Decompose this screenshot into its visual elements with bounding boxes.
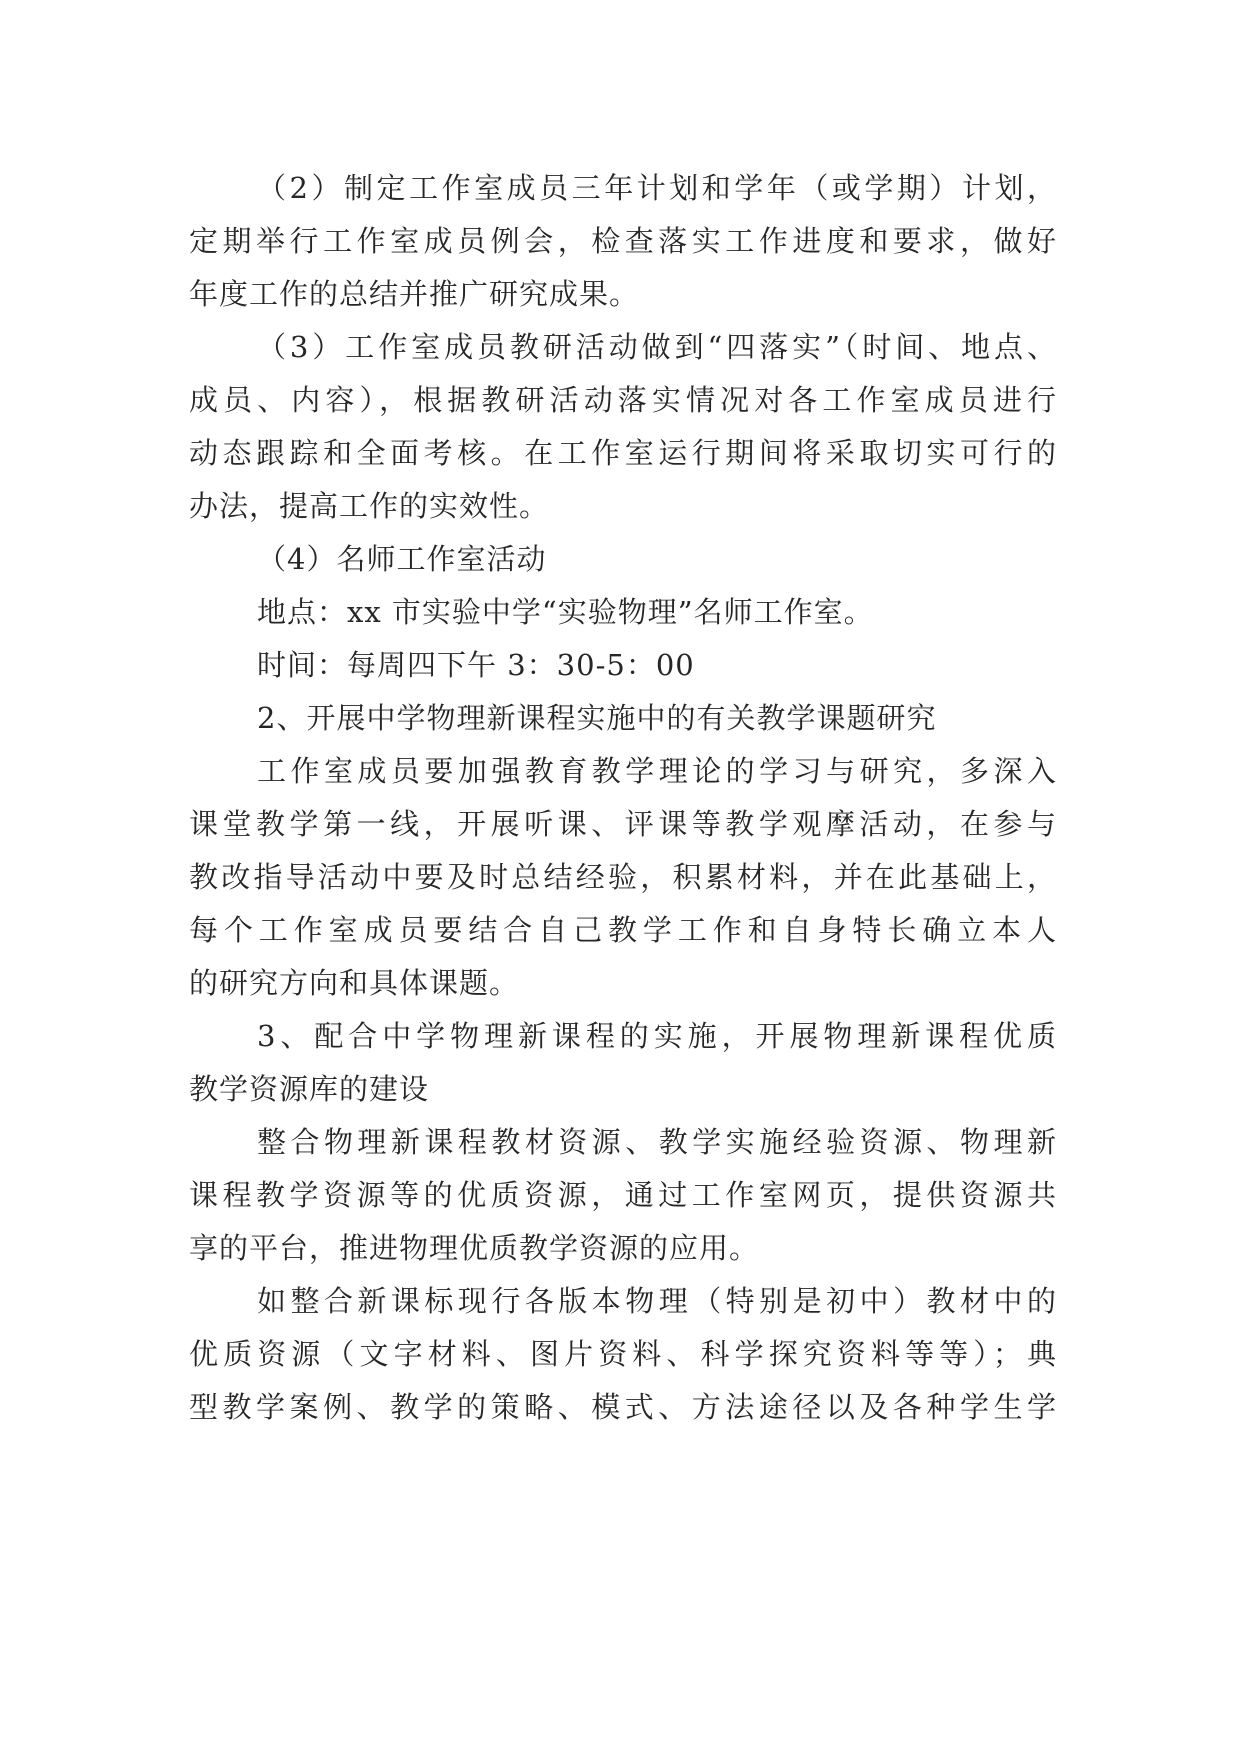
text-line: 课堂教学第一线，开展听课、评课等教学观摩活动，在参与: [189, 807, 1057, 841]
text-line: （3）工作室成员教研活动做到“四落实”（时间、地点、: [257, 330, 1057, 364]
text-line: 课程教学资源等的优质资源，通过工作室网页，提供资源共: [189, 1178, 1057, 1212]
text-line: 享的平台，推进物理优质教学资源的应用。: [189, 1231, 760, 1265]
paragraph-location: [189, 586, 1057, 639]
text-line: 动态跟踪和全面考核。在工作室运行期间将采取切实可行的: [189, 436, 1057, 470]
text-line: 2、开展中学物理新课程实施中的有关教学课题研究: [257, 701, 937, 735]
paragraph-research: [189, 745, 1057, 1010]
text-line: 整合物理新课程教材资源、教学实施经验资源、物理新: [257, 1125, 1057, 1159]
paragraph-resource-integration: [189, 1116, 1057, 1275]
paragraph-time: [189, 639, 1057, 692]
text-line: 的研究方向和具体课题。: [189, 966, 520, 1000]
text-line: 工作室成员要加强教育教学理论的学习与研究，多深入: [257, 754, 1057, 788]
text-line: （4）名师工作室活动: [257, 542, 547, 576]
text-line: 年度工作的总结并推广研究成果。: [189, 277, 640, 311]
text-line: 地点：xx 市实验中学“实验物理”名师工作室。: [257, 595, 874, 629]
paragraph-example: [189, 1275, 1057, 1434]
text-line: 教学资源库的建设: [189, 1072, 430, 1106]
paragraph-four-implementations: [189, 321, 1057, 533]
text-line: 时间：每周四下午 3：30-5：00: [257, 648, 695, 682]
text-line: 3、配合中学物理新课程的实施，开展物理新课程优质: [257, 1019, 1057, 1053]
text-line: 每个工作室成员要结合自己教学工作和自身特长确立本人: [189, 913, 1057, 947]
section-heading-research: [189, 692, 1057, 745]
text-line: 教改指导活动中要及时总结经验，积累材料，并在此基础上，: [189, 860, 1057, 894]
text-line: 优质资源（文字材料、图片资料、科学探究资料等等）；典: [189, 1337, 1057, 1371]
paragraph-activity-heading: [189, 533, 1057, 586]
text-line: 成员、内容），根据教研活动落实情况对各工作室成员进行: [189, 383, 1057, 417]
paragraph-plan: [189, 162, 1057, 321]
text-line: 办法，提高工作的实效性。: [189, 489, 550, 523]
text-line: 型教学案例、教学的策略、模式、方法途径以及各种学生学: [189, 1390, 1057, 1424]
text-line: 如整合新课标现行各版本物理（特别是初中）教材中的: [257, 1284, 1057, 1318]
document-body: [189, 162, 1057, 1434]
section-heading-resources: [189, 1010, 1057, 1116]
text-line: 定期举行工作室成员例会，检查落实工作进度和要求，做好: [189, 224, 1057, 258]
text-line: （2）制定工作室成员三年计划和学年（或学期）计划，: [257, 171, 1057, 205]
